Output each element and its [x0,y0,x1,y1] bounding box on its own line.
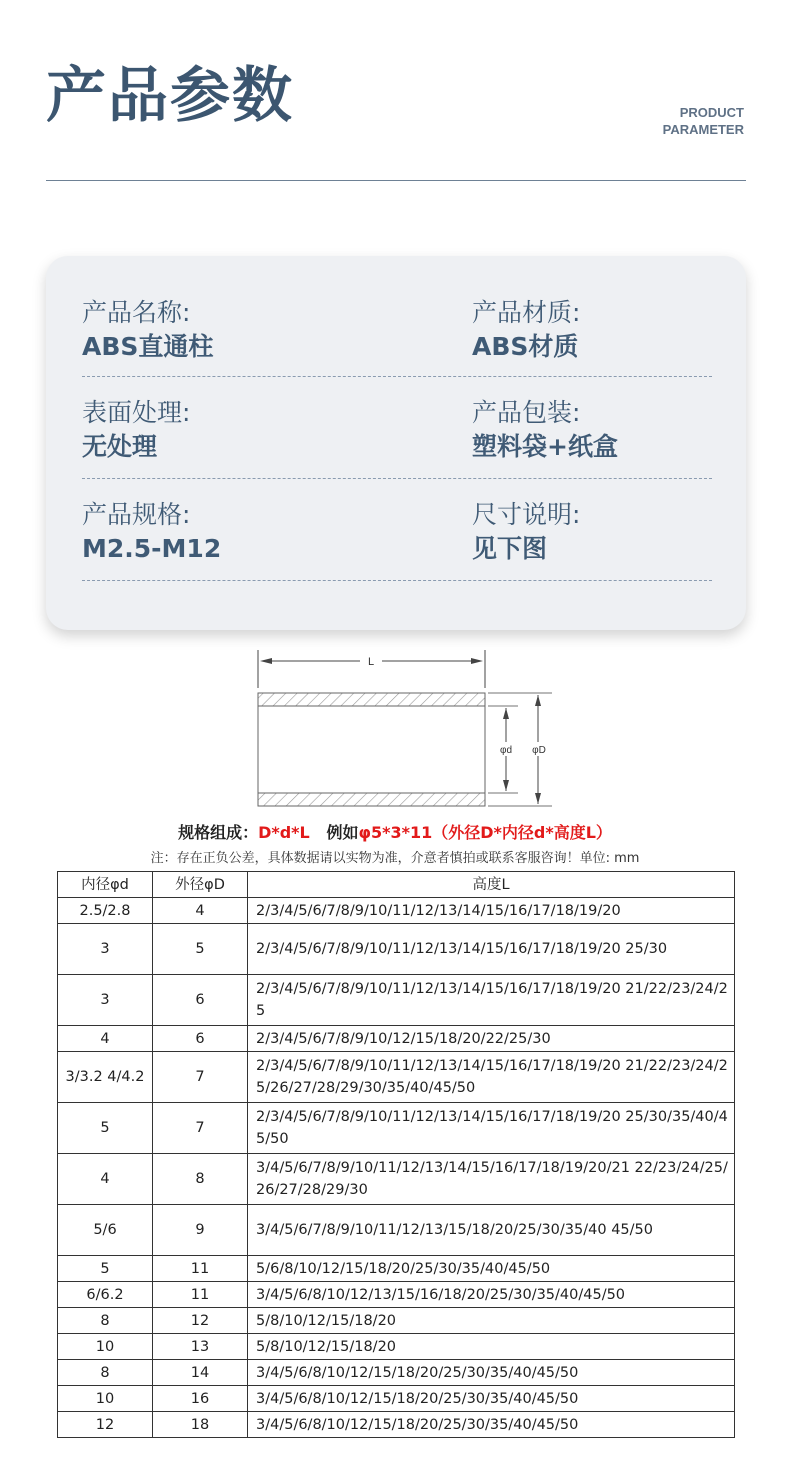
height-cell: 5/8/10/12/15/18/20 [248,1308,735,1334]
spec-item-name [82,296,213,364]
height-cell: 2/3/4/5/6/7/8/9/10/11/12/13/14/15/16/17/18/19/20 25/30 [248,924,735,975]
spec-item-surface [82,396,190,464]
table-header-row [58,872,735,898]
height-cell: 3/4/5/6/7/8/9/10/11/12/13/14/15/16/17/18/19/20/21 22/23/24/25/26/27/28/29/30 [248,1154,735,1205]
inner-diameter-cell: 10 [58,1386,153,1412]
table-row [58,1256,735,1282]
inner-diameter-cell: 4 [58,1026,153,1052]
arrow-right-icon [471,658,483,664]
spec-label: 表面处理: [82,398,191,427]
formula-pattern: D*d*L [258,823,310,842]
height-cell: 3/4/5/6/8/10/12/13/15/16/18/20/25/30/35/40/45/50 [248,1282,735,1308]
inner-diameter-cell: 8 [58,1360,153,1386]
spec-item-material [472,296,580,364]
table-row [58,1308,735,1334]
height-cell: 5/8/10/12/15/18/20 [248,1334,735,1360]
table-row [58,1412,735,1438]
height-cell: 5/6/8/10/12/15/18/20/25/30/35/40/45/50 [248,1256,735,1282]
arrow-up-icon [535,695,541,706]
outer-diameter-cell: 16 [153,1386,248,1412]
spec-value: 无处理 [82,432,158,461]
outer-diameter-cell: 7 [153,1103,248,1154]
height-cell: 3/4/5/6/8/10/12/15/18/20/25/30/35/40/45/50 [248,1360,735,1386]
inner-diameter-cell: 5 [58,1103,153,1154]
tube-outline [258,693,485,806]
spec-label: 产品名称: [82,298,191,327]
spec-label: 产品规格: [82,500,191,529]
tolerance-note: 注：存在正负公差，具体数据请以实物为准，介意者慎拍或联系客服咨询！单位: mm [150,851,640,866]
size-table [57,871,735,1438]
formula-example: φ5*3*11（外径D*内径d*高度L） [358,823,612,842]
arrow-down-icon [535,793,541,804]
header-height: 高度L [248,872,735,898]
outer-diameter-label: φD [532,745,546,756]
inner-diameter-cell: 3 [58,975,153,1026]
height-cell: 3/4/5/6/8/10/12/15/18/20/25/30/35/40/45/50 [248,1412,735,1438]
inner-diameter-cell: 2.5/2.8 [58,898,153,924]
table-row [58,1386,735,1412]
height-cell: 2/3/4/5/6/7/8/9/10/11/12/13/14/15/16/17/18/19/20 21/22/23/24/25 [248,975,735,1026]
spec-value: 塑料袋+纸盒 [472,432,618,461]
outer-diameter-cell: 11 [153,1256,248,1282]
outer-diameter-cell: 12 [153,1308,248,1334]
height-cell: 2/3/4/5/6/7/8/9/10/11/12/13/14/15/16/17/18/19/20 21/22/23/24/25/26/27/28/29/30/35/40/45/50 [248,1052,735,1103]
table-row [58,1334,735,1360]
spec-item-packaging [472,396,618,464]
height-cell: 2/3/4/5/6/7/8/9/10/11/12/13/14/15/16/17/18/19/20 25/30/35/40/45/50 [248,1103,735,1154]
tube-wall-bottom [258,793,485,806]
table-row [58,898,735,924]
subtitle-line-2: PARAMETER [662,122,744,137]
inner-diameter-cell: 10 [58,1334,153,1360]
spec-label: 产品材质: [472,298,581,327]
size-table-body [58,898,735,1438]
subtitle-line-1: PRODUCT [679,105,744,120]
spec-label: 尺寸说明: [472,500,581,529]
header-outer-diameter: 外径φD [153,872,248,898]
spec-divider [82,376,712,377]
height-cell: 3/4/5/6/7/8/9/10/11/12/13/15/18/20/25/30/35/40 45/50 [248,1205,735,1256]
page-subtitle [663,104,744,138]
outer-diameter-cell: 8 [153,1154,248,1205]
spec-formula [0,820,790,843]
table-row [58,1026,735,1052]
spec-label: 产品包装: [472,398,581,427]
arrow-left-icon [260,658,272,664]
spec-value: M2.5-M12 [82,534,222,563]
table-row [58,975,735,1026]
outer-diameter-cell: 14 [153,1360,248,1386]
outer-diameter-cell: 5 [153,924,248,975]
inner-diameter-cell: 3 [58,924,153,975]
table-row [58,1360,735,1386]
page-title: 产品参数 [46,61,294,131]
spec-card [46,256,746,630]
inner-diameter-cell: 3/3.2 4/4.2 [58,1052,153,1103]
spec-divider [82,580,712,581]
spec-item-dimension [472,498,580,566]
inner-diameter-cell: 8 [58,1308,153,1334]
height-cell: 2/3/4/5/6/7/8/9/10/12/15/18/20/22/25/30 [248,1026,735,1052]
outer-diameter-cell: 6 [153,975,248,1026]
spec-value: ABS材质 [472,332,579,361]
outer-diameter-cell: 13 [153,1334,248,1360]
spec-value: ABS直通柱 [82,332,214,361]
table-row [58,924,735,975]
outer-diameter-cell: 11 [153,1282,248,1308]
height-cell: 3/4/5/6/8/10/12/15/18/20/25/30/35/40/45/50 [248,1386,735,1412]
arrow-up-icon [503,708,509,719]
table-row [58,1154,735,1205]
inner-diameter-cell: 12 [58,1412,153,1438]
inner-diameter-cell: 5 [58,1256,153,1282]
outer-diameter-cell: 18 [153,1412,248,1438]
table-row [58,1103,735,1154]
spec-item-size [82,498,221,566]
outer-diameter-cell: 7 [153,1052,248,1103]
outer-diameter-cell: 9 [153,1205,248,1256]
arrow-down-icon [503,780,509,791]
inner-diameter-label: φd [499,745,513,756]
inner-diameter-cell: 5/6 [58,1205,153,1256]
outer-diameter-cell: 6 [153,1026,248,1052]
inner-diameter-cell: 4 [58,1154,153,1205]
header-divider [46,180,746,181]
tube-wall-top [258,693,485,706]
spec-divider [82,478,712,479]
formula-label: 规格组成： [178,823,259,842]
table-row [58,1205,735,1256]
table-row [58,1052,735,1103]
table-row [58,1282,735,1308]
dimension-diagram [240,648,560,813]
outer-diameter-cell: 4 [153,898,248,924]
length-label: L [367,656,375,668]
height-cell: 2/3/4/5/6/7/8/9/10/11/12/13/14/15/16/17/18/19/20 [248,898,735,924]
inner-diameter-cell: 6/6.2 [58,1282,153,1308]
formula-example-label: 例如 [326,823,359,842]
header-inner-diameter: 内径φd [58,872,153,898]
spec-value: 见下图 [472,534,548,563]
